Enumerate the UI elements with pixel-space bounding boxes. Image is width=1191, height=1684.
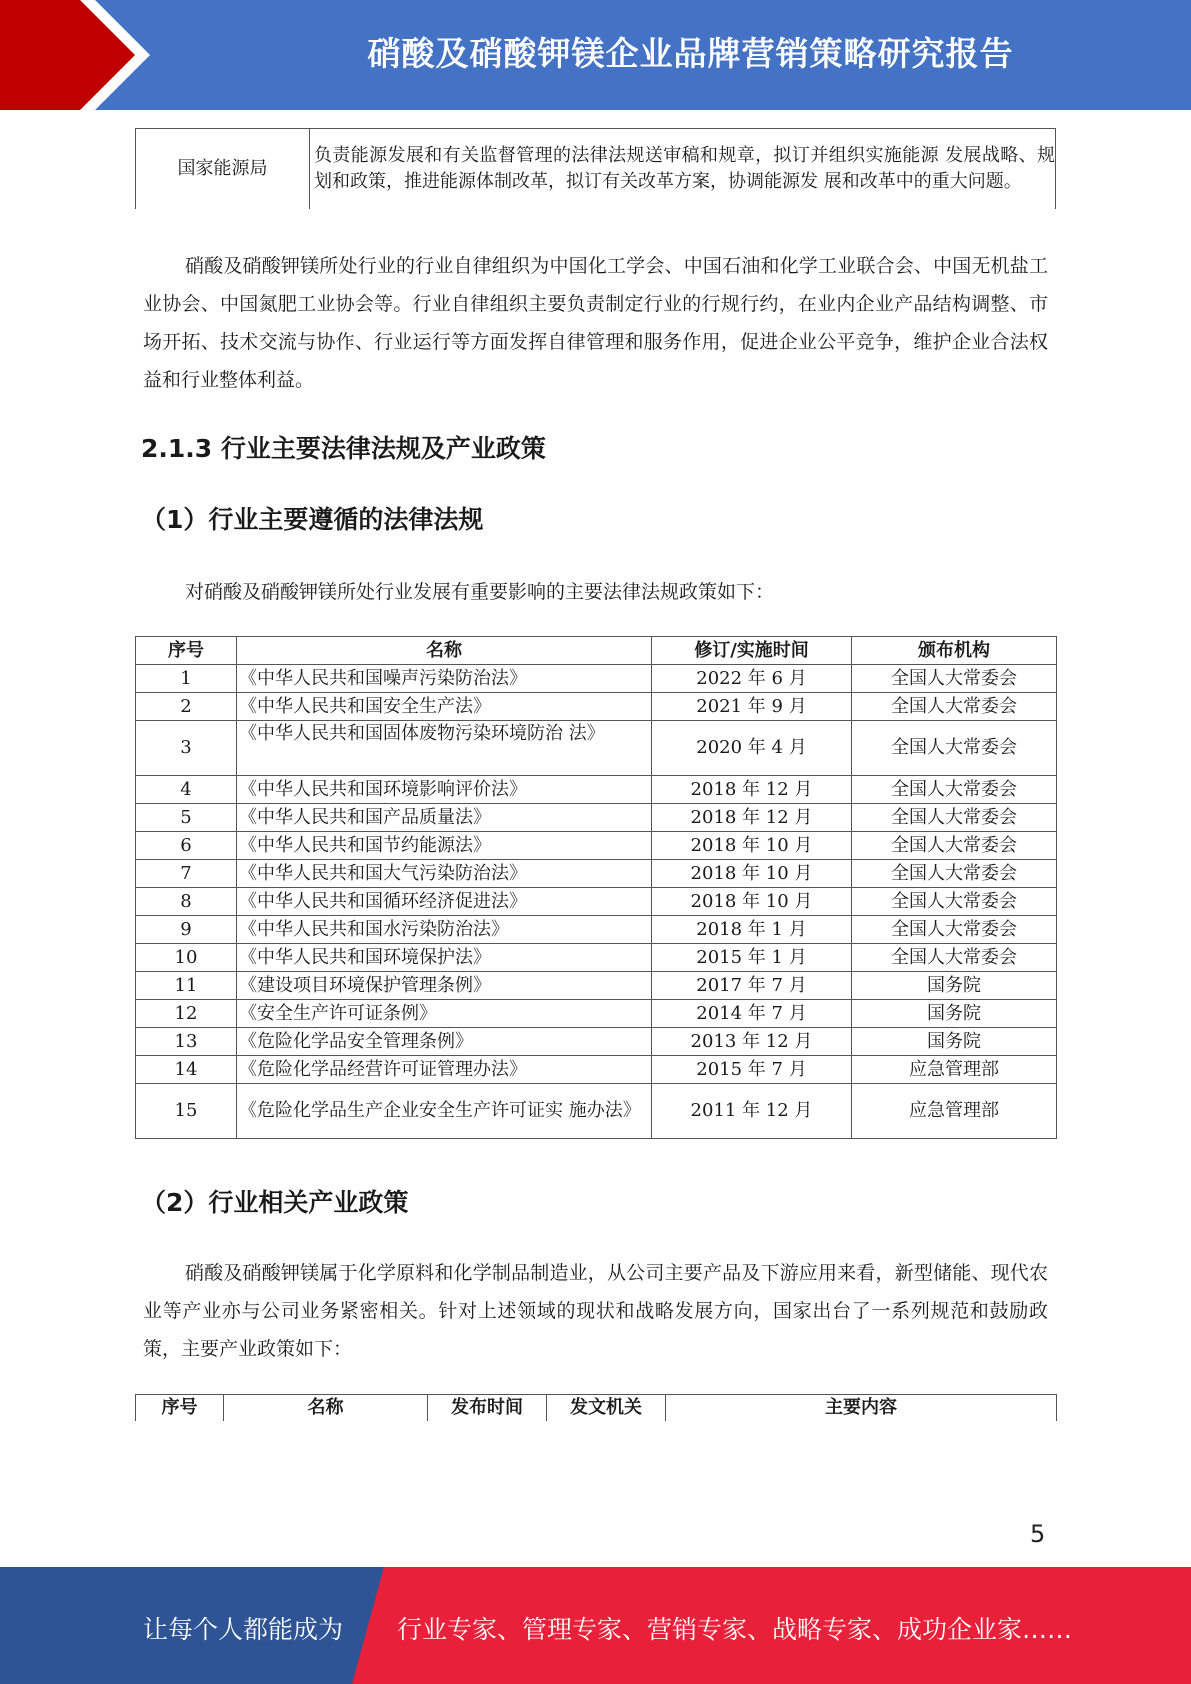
- law-time: 2015 年 1 月: [652, 944, 852, 972]
- law-name: 《中华人民共和国循环经济促进法》: [237, 888, 652, 916]
- law-name: 《安全生产许可证条例》: [237, 1000, 652, 1028]
- table-row: [136, 972, 1057, 1000]
- law-name: 《中华人民共和国产品质量法》: [237, 804, 652, 832]
- law-issuer: 全国人大常委会: [852, 916, 1057, 944]
- law-time: 2021 年 9 月: [652, 693, 852, 721]
- column-header-date: 发布时间: [428, 1395, 547, 1422]
- table-row: [136, 916, 1057, 944]
- row-number: 14: [136, 1056, 237, 1084]
- page-footer: [0, 1567, 1191, 1684]
- law-name: 《中华人民共和国大气污染防治法》: [237, 860, 652, 888]
- law-issuer: 全国人大常委会: [852, 721, 1057, 776]
- row-number: 1: [136, 665, 237, 693]
- agency-duty: 负责能源发展和有关监督管理的法律法规送审稿和规章，拟订并组织实施能源 发展战略、规划和政策，推进能源体制改革，拟订有关改革方案，协调能源发 展和改革中的重大问题。: [310, 129, 1056, 210]
- agency-table: [135, 128, 1056, 209]
- law-name: 《中华人民共和国环境影响评价法》: [237, 776, 652, 804]
- row-number: 11: [136, 972, 237, 1000]
- law-time: 2018 年 12 月: [652, 804, 852, 832]
- laws-table: [135, 636, 1057, 1139]
- column-header-issuer: 颁布机构: [852, 637, 1057, 665]
- table-row: [136, 888, 1057, 916]
- law-name: 《中华人民共和国噪声污染防治法》: [237, 665, 652, 693]
- paragraph-self-regulation: 硝酸及硝酸钾镁所处行业的行业自律组织为中国化工学会、中国石油和化学工业联合会、中国无机盐工业协会、中国氮肥工业协会等。行业自律组织主要负责制定行业的行规行约，在业内企业产品结构调整、市场开拓、技术交流与协作、行业运行等方面发挥自律管理和服务作用，促进企业公平竞争，维护企业合法权益和行业整体利益。: [143, 255, 1048, 391]
- table-row: [136, 1084, 1057, 1139]
- law-time: 2018 年 12 月: [652, 776, 852, 804]
- law-time: 2018 年 10 月: [652, 860, 852, 888]
- table-row: [136, 1000, 1057, 1028]
- row-number: 8: [136, 888, 237, 916]
- column-header-name: 名称: [224, 1395, 428, 1422]
- row-number: 5: [136, 804, 237, 832]
- row-number: 9: [136, 916, 237, 944]
- law-time: 2020 年 4 月: [652, 721, 852, 776]
- section-heading: 2.1.3 行业主要法律法规及产业政策: [141, 434, 546, 463]
- law-name: 《中华人民共和国安全生产法》: [237, 693, 652, 721]
- table-row: [136, 944, 1057, 972]
- law-issuer: 国务院: [852, 972, 1057, 1000]
- law-name: 《危险化学品经营许可证管理办法》: [237, 1056, 652, 1084]
- law-time: 2011 年 12 月: [652, 1084, 852, 1139]
- table-row: [136, 1056, 1057, 1084]
- law-name: 《危险化学品安全管理条例》: [237, 1028, 652, 1056]
- column-header-time: 修订/实施时间: [652, 637, 852, 665]
- law-issuer: 全国人大常委会: [852, 832, 1057, 860]
- column-header-number: 序号: [136, 637, 237, 665]
- row-number: 2: [136, 693, 237, 721]
- table-row: [136, 860, 1057, 888]
- row-number: 10: [136, 944, 237, 972]
- law-issuer: 全国人大常委会: [852, 804, 1057, 832]
- table-row: [136, 665, 1057, 693]
- row-number: 12: [136, 1000, 237, 1028]
- table-row: [136, 832, 1057, 860]
- law-issuer: 全国人大常委会: [852, 944, 1057, 972]
- row-number: 3: [136, 721, 237, 776]
- subsection-heading-laws: （1）行业主要遵循的法律法规: [141, 505, 484, 534]
- table-row: [136, 129, 1056, 210]
- law-name: 《中华人民共和国水污染防治法》: [237, 916, 652, 944]
- paragraph-laws-intro: 对硝酸及硝酸钾镁所处行业发展有重要影响的主要法律法规政策如下：: [185, 581, 775, 603]
- law-issuer: 全国人大常委会: [852, 888, 1057, 916]
- law-issuer: 国务院: [852, 1000, 1057, 1028]
- column-header-issuer: 发文机关: [547, 1395, 666, 1422]
- law-issuer: 全国人大常委会: [852, 693, 1057, 721]
- report-title: 硝酸及硝酸钾镁企业品牌营销策略研究报告: [367, 34, 1014, 73]
- row-number: 15: [136, 1084, 237, 1139]
- law-time: 2015 年 7 月: [652, 1056, 852, 1084]
- law-name: 《中华人民共和国固体废物污染环境防治 法》: [237, 721, 652, 776]
- table-row: [136, 776, 1057, 804]
- table-row: [136, 804, 1057, 832]
- row-number: 13: [136, 1028, 237, 1056]
- policy-table: [135, 1394, 1057, 1421]
- law-issuer: 全国人大常委会: [852, 776, 1057, 804]
- row-number: 7: [136, 860, 237, 888]
- column-header-name: 名称: [237, 637, 652, 665]
- column-header-content: 主要内容: [666, 1395, 1057, 1422]
- law-name: 《建设项目环境保护管理条例》: [237, 972, 652, 1000]
- law-issuer: 应急管理部: [852, 1084, 1057, 1139]
- law-time: 2018 年 10 月: [652, 832, 852, 860]
- paragraph-policies-intro: 硝酸及硝酸钾镁属于化学原料和化学制品制造业，从公司主要产品及下游应用来看，新型储能、现代农业等产业亦与公司业务紧密相关。针对上述领域的现状和战略发展方向，国家出台了一系列规范和鼓励政策，主要产业政策如下：: [143, 1262, 1048, 1360]
- law-time: 2018 年 1 月: [652, 916, 852, 944]
- row-number: 6: [136, 832, 237, 860]
- table-header-row: [136, 1395, 1057, 1422]
- agency-name: 国家能源局: [136, 129, 310, 210]
- law-time: 2018 年 10 月: [652, 888, 852, 916]
- law-name: 《中华人民共和国环境保护法》: [237, 944, 652, 972]
- law-issuer: 国务院: [852, 1028, 1057, 1056]
- law-time: 2013 年 12 月: [652, 1028, 852, 1056]
- row-number: 4: [136, 776, 237, 804]
- table-header-row: [136, 637, 1057, 665]
- law-name: 《中华人民共和国节约能源法》: [237, 832, 652, 860]
- law-time: 2014 年 7 月: [652, 1000, 852, 1028]
- column-header-number: 序号: [136, 1395, 224, 1422]
- table-row: [136, 1028, 1057, 1056]
- law-time: 2017 年 7 月: [652, 972, 852, 1000]
- table-row: [136, 693, 1057, 721]
- law-issuer: 应急管理部: [852, 1056, 1057, 1084]
- page-header: [0, 0, 1191, 110]
- footer-slogan-right: 行业专家、管理专家、营销专家、战略专家、成功企业家……: [397, 1615, 1073, 1644]
- law-name: 《危险化学品生产企业安全生产许可证实 施办法》: [237, 1084, 652, 1139]
- law-issuer: 全国人大常委会: [852, 665, 1057, 693]
- footer-slogan-left: 让每个人都能成为: [143, 1615, 344, 1644]
- law-issuer: 全国人大常委会: [852, 860, 1057, 888]
- table-row: [136, 721, 1057, 776]
- page-number: 5: [1030, 1520, 1046, 1548]
- law-time: 2022 年 6 月: [652, 665, 852, 693]
- subsection-heading-policies: （2）行业相关产业政策: [141, 1188, 409, 1217]
